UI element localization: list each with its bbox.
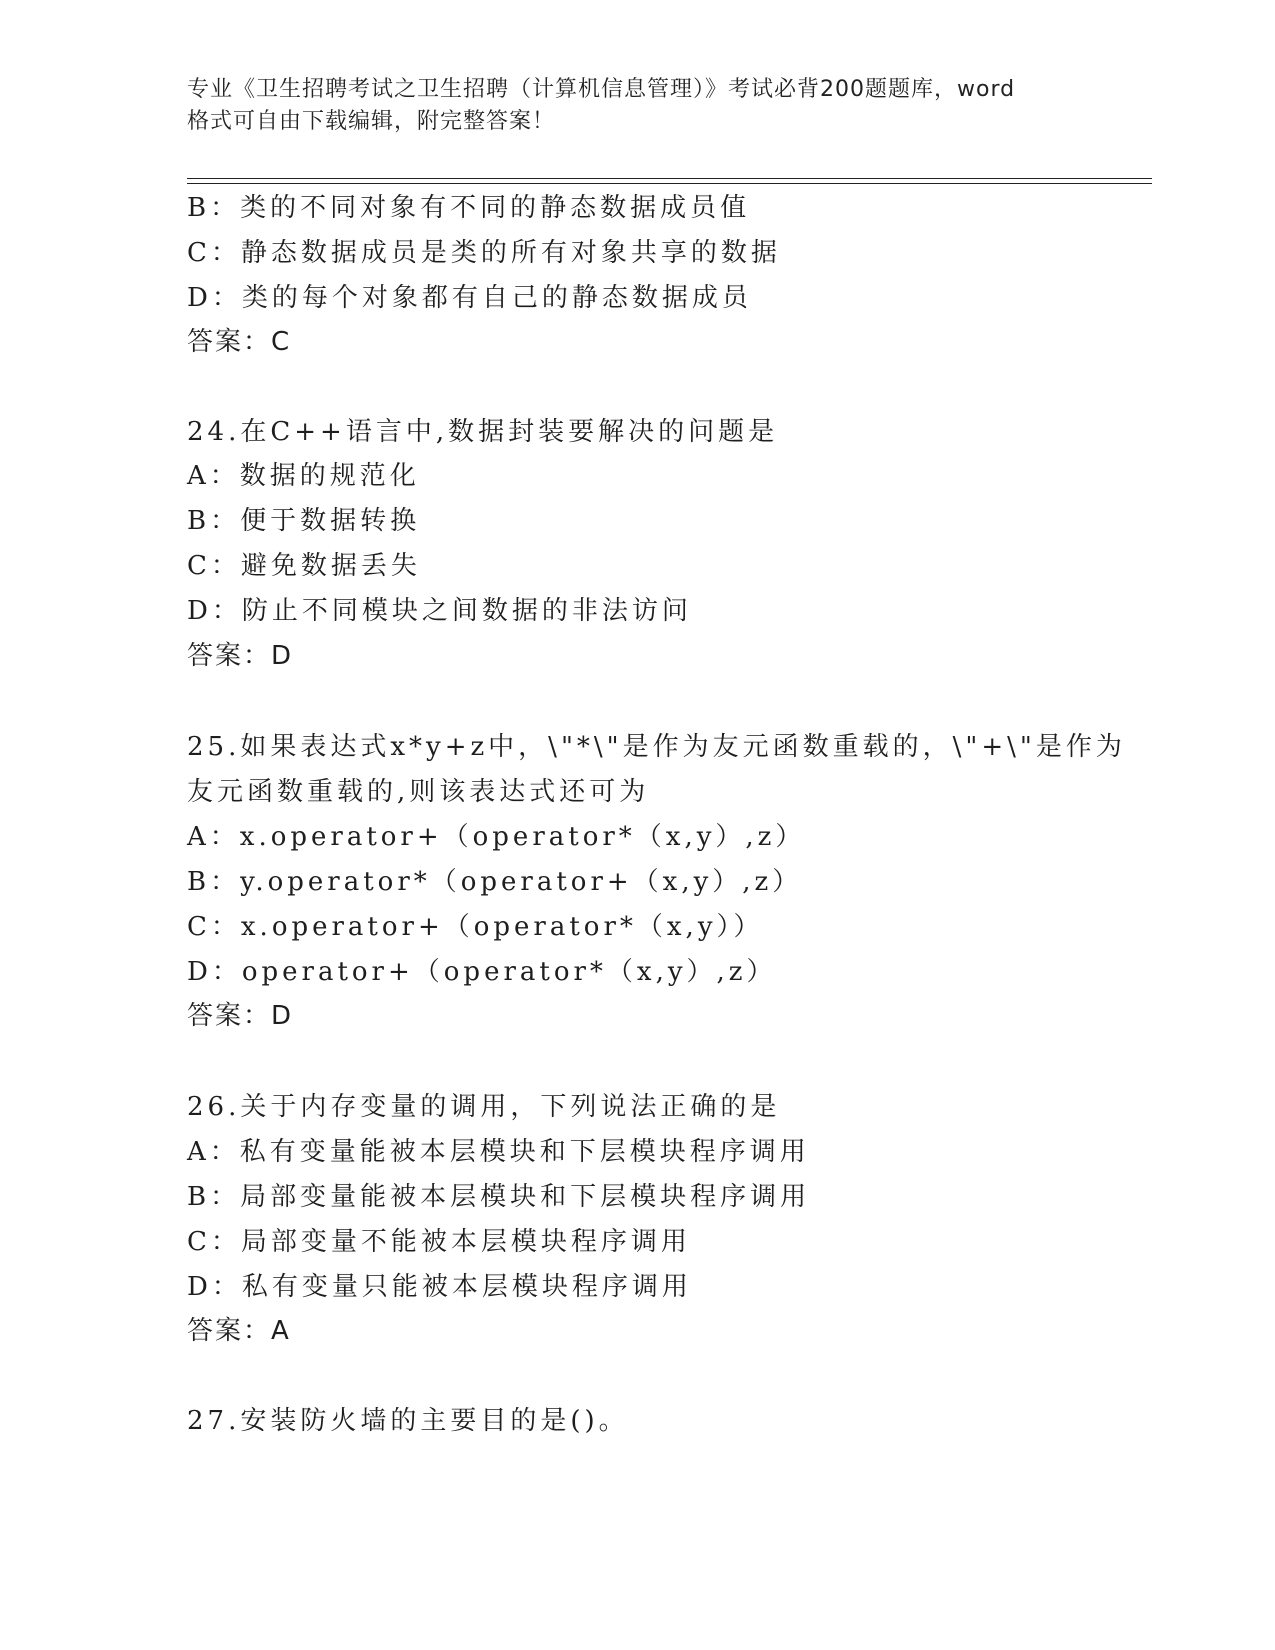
document-header [187,74,1087,138]
header-divider-top [187,178,1152,179]
q24-option-d: D：防止不同模块之间数据的非法访问 [187,596,692,626]
q23-answer: 答案：C [187,327,292,357]
q24-option-b: B：便于数据转换 [187,506,421,536]
q24-question: 24.在C++语言中,数据封装要解决的问题是 [187,417,779,447]
q26-question: 26.关于内存变量的调用，下列说法正确的是 [187,1092,781,1122]
q25-answer: 答案：D [187,1001,294,1031]
q26-option-a: A：私有变量能被本层模块和下层模块程序调用 [187,1137,810,1167]
q23-option-c: C：静态数据成员是类的所有对象共享的数据 [187,238,781,268]
q24-option-a: A：数据的规范化 [187,461,420,491]
q23-option-b: B：类的不同对象有不同的静态数据成员值 [187,193,751,223]
q25-option-b: B：y.operator*（operator+（x,y）,z） [187,867,803,897]
q25-option-a: A：x.operator+（operator*（x,y）,z） [187,822,806,852]
q23-option-d: D：类的每个对象都有自己的静态数据成员 [187,283,752,313]
header-title-line-1: 专业《卫生招聘考试之卫生招聘（计算机信息管理）》考试必背200题题库，word [187,77,1016,102]
q26-answer: 答案：A [187,1316,291,1346]
q25-option-c: C：x.operator+（operator*（x,y）） [187,912,764,942]
q25-question-line-1: 25.如果表达式x*y+z中，\"*\"是作为友元函数重载的，\"+\"是作为 [187,732,1126,762]
header-title-line-2: 格式可自由下载编辑，附完整答案！ [187,109,556,134]
q26-option-d: D：私有变量只能被本层模块程序调用 [187,1272,692,1302]
q27-question: 27.安装防火墙的主要目的是()。 [187,1406,629,1436]
q26-option-b: B：局部变量能被本层模块和下层模块程序调用 [187,1182,811,1212]
q25-option-d: D：operator+（operator*（x,y）,z） [187,957,777,987]
q25-question-line-2: 友元函数重载的,则该表达式还可为 [187,777,650,807]
q26-option-c: C：局部变量不能被本层模块程序调用 [187,1227,691,1257]
q24-answer: 答案：D [187,641,294,671]
q24-option-c: C：避免数据丢失 [187,551,421,581]
header-divider-bottom [187,183,1152,184]
